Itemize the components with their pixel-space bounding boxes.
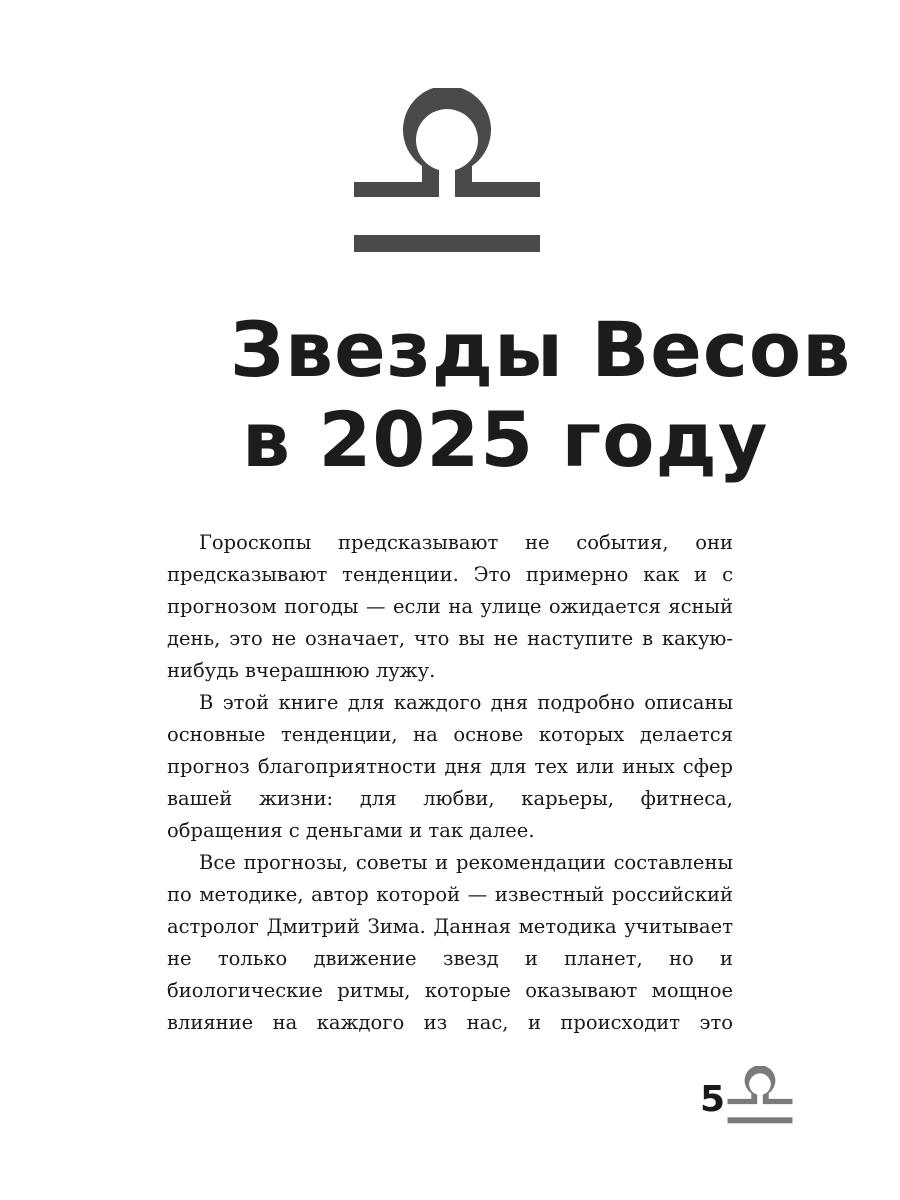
- page-footer: [700, 1060, 810, 1130]
- title-line-1: Звезды Весов: [230, 305, 852, 394]
- paragraph-2: В этой книге для каждого дня подробно описаны основные тенденции, на основе которых делается прогноз благоприятности дня для тех или иных сфер вашей жизни: для любви, карьеры, фитнеса, обращения с деньгами и так далее.: [167, 691, 733, 842]
- page-number: 5: [700, 1079, 726, 1120]
- paragraph-1: Гороскопы предсказывают не события, они предсказывают тенденции. Это примерно как и с прогнозом погоды — если на улице ожидается ясный день, это не означает, что вы не наступите в какую-нибудь вчерашнюю лужу.: [167, 531, 733, 682]
- paragraph-3: Все прогнозы, советы и рекомендации составлены по методике, автор которой — известный российский астролог Дмитрий Зима. Данная методика учитывает не только движение звезд и планет, но и биологические ритмы, которые оказывают мощное влияние на каждого из нас, и происходит это: [167, 851, 733, 1034]
- page-title: [0, 305, 900, 485]
- body-text: [167, 527, 733, 1039]
- libra-zodiac-icon: [726, 1066, 794, 1124]
- libra-zodiac-icon: [352, 88, 542, 254]
- title-line-2: в 2025 году: [242, 395, 769, 484]
